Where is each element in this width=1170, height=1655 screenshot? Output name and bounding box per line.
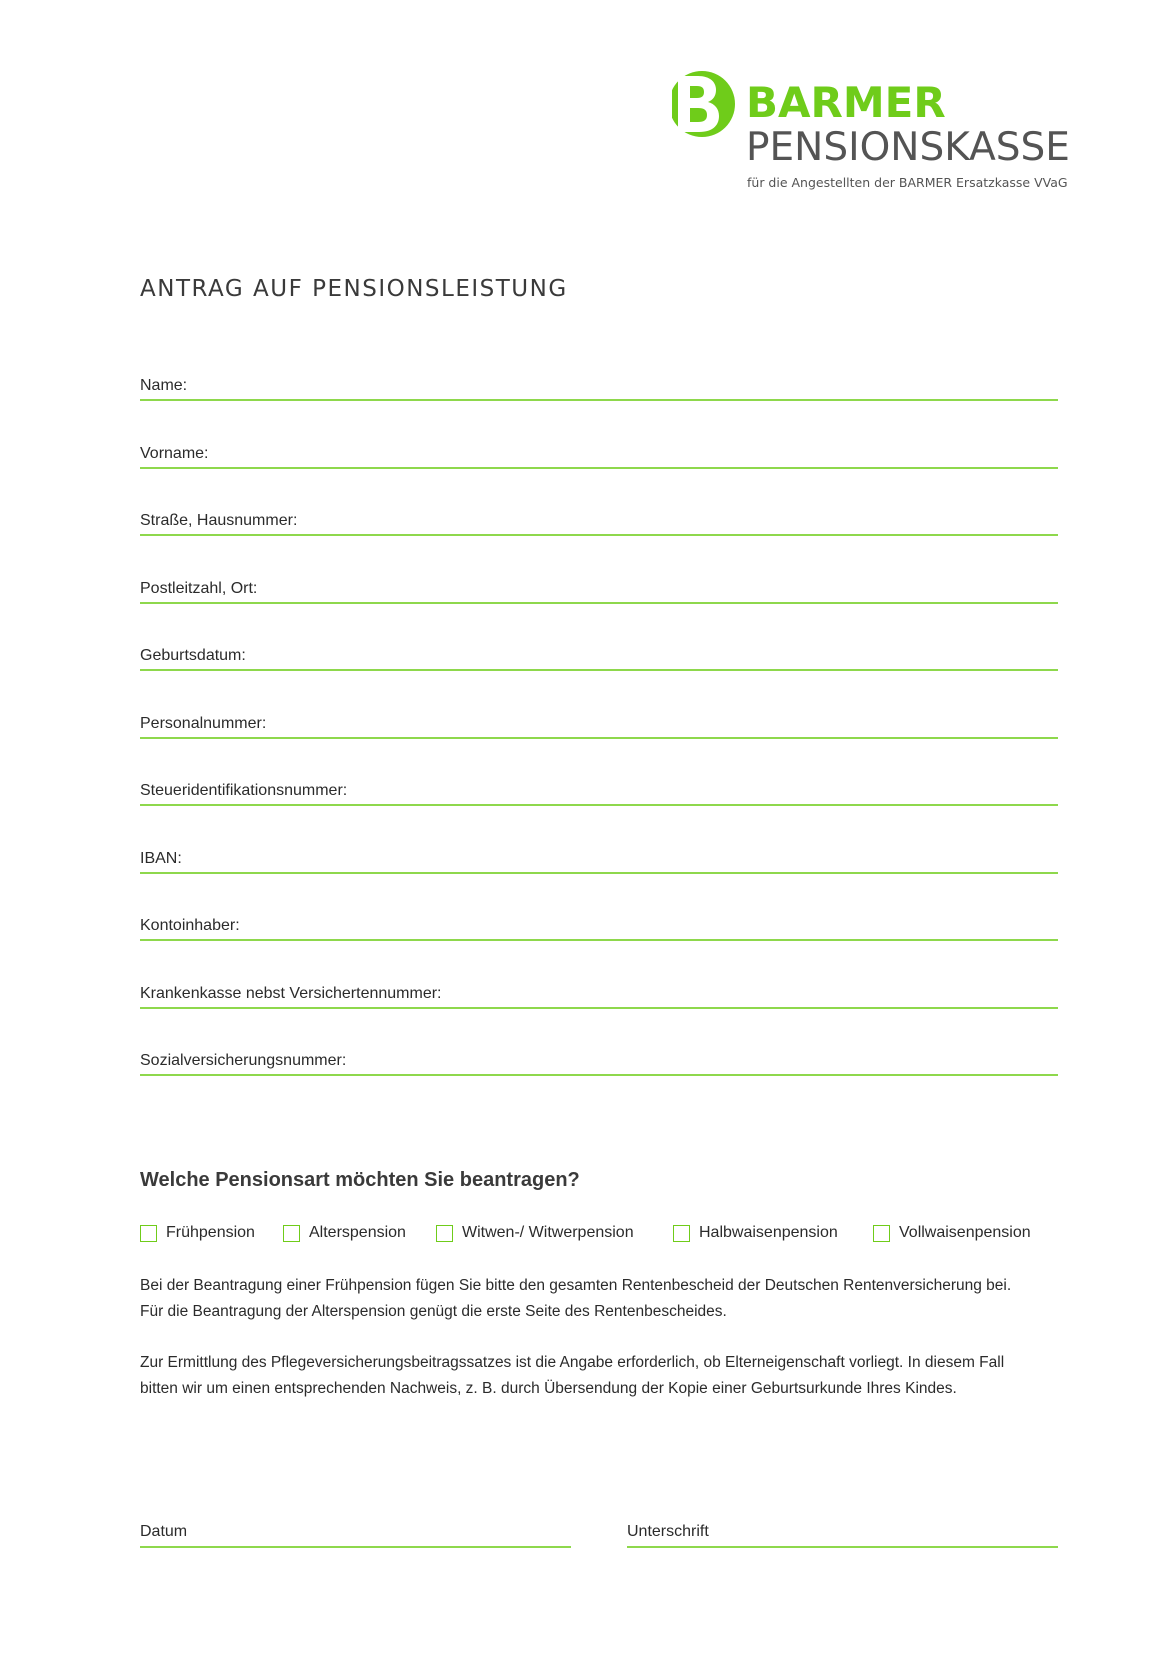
- note-line: Für die Beantragung der Alterspension genügt die erste Seite des Rentenbescheides.: [140, 1303, 727, 1320]
- option-label: Halbwaisenpension: [699, 1224, 838, 1241]
- brand-tagline: für die Angestellten der BARMER Ersatzkasse VVaG: [747, 175, 1068, 190]
- field-kontoinhaber[interactable]: [140, 912, 1058, 980]
- option-witwen-witwerpension[interactable]: [436, 1223, 634, 1243]
- option-alterspension[interactable]: [283, 1223, 406, 1243]
- field-label: Name:: [140, 377, 188, 394]
- note-line: Bei der Beantragung einer Frühpension fügen Sie bitte den gesamten Rentenbescheid der Deutschen Rentenversicherung bei.: [140, 1277, 1012, 1294]
- field-label: Geburtsdatum:: [140, 647, 246, 664]
- option-label: Witwen-/ Witwerpension: [462, 1224, 634, 1241]
- field-label: Straße, Hausnummer:: [140, 512, 298, 529]
- checkbox[interactable]: [673, 1225, 690, 1242]
- brand-logo: [672, 68, 1070, 198]
- field-underline: [140, 737, 1058, 739]
- field-name[interactable]: [140, 372, 1058, 440]
- field-personalnummer[interactable]: [140, 710, 1058, 778]
- signature-label: Unterschrift: [627, 1523, 709, 1540]
- field-label: Krankenkasse nebst Versichertennummer:: [140, 984, 442, 1002]
- checkbox[interactable]: [283, 1225, 300, 1242]
- field-label: IBAN:: [140, 849, 182, 867]
- option-fruehpension[interactable]: [140, 1223, 255, 1243]
- note-line: bitten wir um einen entsprechenden Nachweis, z. B. durch Übersendung der Kopie einer Geburtsurkunde Ihres Kindes.: [140, 1380, 957, 1397]
- date-label: Datum: [140, 1523, 188, 1540]
- option-label: Vollwaisenpension: [899, 1224, 1031, 1241]
- field-label: Kontoinhaber:: [140, 917, 240, 934]
- option-label: Frühpension: [166, 1224, 255, 1241]
- field-iban[interactable]: [140, 845, 1058, 913]
- form-fields: [140, 372, 1058, 1115]
- field-label: Personalnummer:: [140, 714, 267, 732]
- field-geburtsdatum[interactable]: [140, 642, 1058, 710]
- field-underline: [140, 399, 1058, 401]
- field-underline: [140, 602, 1058, 604]
- note-line: Zur Ermittlung des Pflegeversicherungsbeitragssatzes ist die Angabe erforderlich, ob Elterneigenschaft vorliegt. In diesem Fall: [140, 1354, 1005, 1371]
- field-underline: [140, 467, 1058, 469]
- field-steueridentifikationsnummer[interactable]: [140, 777, 1058, 845]
- field-label: Sozialversicherungsnummer:: [140, 1052, 347, 1069]
- field-underline: [140, 534, 1058, 536]
- field-underline: [140, 1007, 1058, 1009]
- option-halbwaisenpension[interactable]: [673, 1223, 838, 1243]
- field-label: Vorname:: [140, 444, 209, 462]
- field-krankenkasse-versichertennummer[interactable]: [140, 980, 1058, 1048]
- field-sozialversicherungsnummer[interactable]: [140, 1047, 1058, 1115]
- field-postleitzahl-ort[interactable]: [140, 575, 1058, 643]
- brand-name: BARMER: [746, 78, 946, 127]
- signature-underline: [627, 1546, 1058, 1548]
- date-underline: [140, 1546, 571, 1548]
- field-label: Steueridentifikationsnummer:: [140, 782, 348, 799]
- option-label: Alterspension: [309, 1224, 406, 1241]
- field-label: Postleitzahl, Ort:: [140, 579, 258, 597]
- field-underline: [140, 804, 1058, 806]
- checkbox[interactable]: [873, 1225, 890, 1242]
- field-underline: [140, 669, 1058, 671]
- field-underline: [140, 1074, 1058, 1076]
- date-field[interactable]: [140, 1522, 571, 1554]
- field-underline: [140, 939, 1058, 941]
- brand-product: PENSIONSKASSE: [746, 125, 1070, 170]
- field-vorname[interactable]: [140, 440, 1058, 508]
- field-strasse-hausnummer[interactable]: [140, 507, 1058, 575]
- note-fruehpension: [140, 1273, 1070, 1325]
- pension-type-question: Welche Pensionsart möchten Sie beantragen?: [140, 1169, 580, 1191]
- checkbox[interactable]: [140, 1225, 157, 1242]
- field-underline: [140, 872, 1058, 874]
- option-vollwaisenpension[interactable]: [873, 1223, 1031, 1243]
- checkbox[interactable]: [436, 1225, 453, 1242]
- signature-field[interactable]: [627, 1522, 1058, 1554]
- barmer-b-logo-icon: [672, 68, 736, 140]
- pension-type-options: [140, 1223, 1070, 1247]
- note-pflegeversicherung: [140, 1350, 1070, 1402]
- document-title: ANTRAG AUF PENSIONSLEISTUNG: [140, 276, 568, 302]
